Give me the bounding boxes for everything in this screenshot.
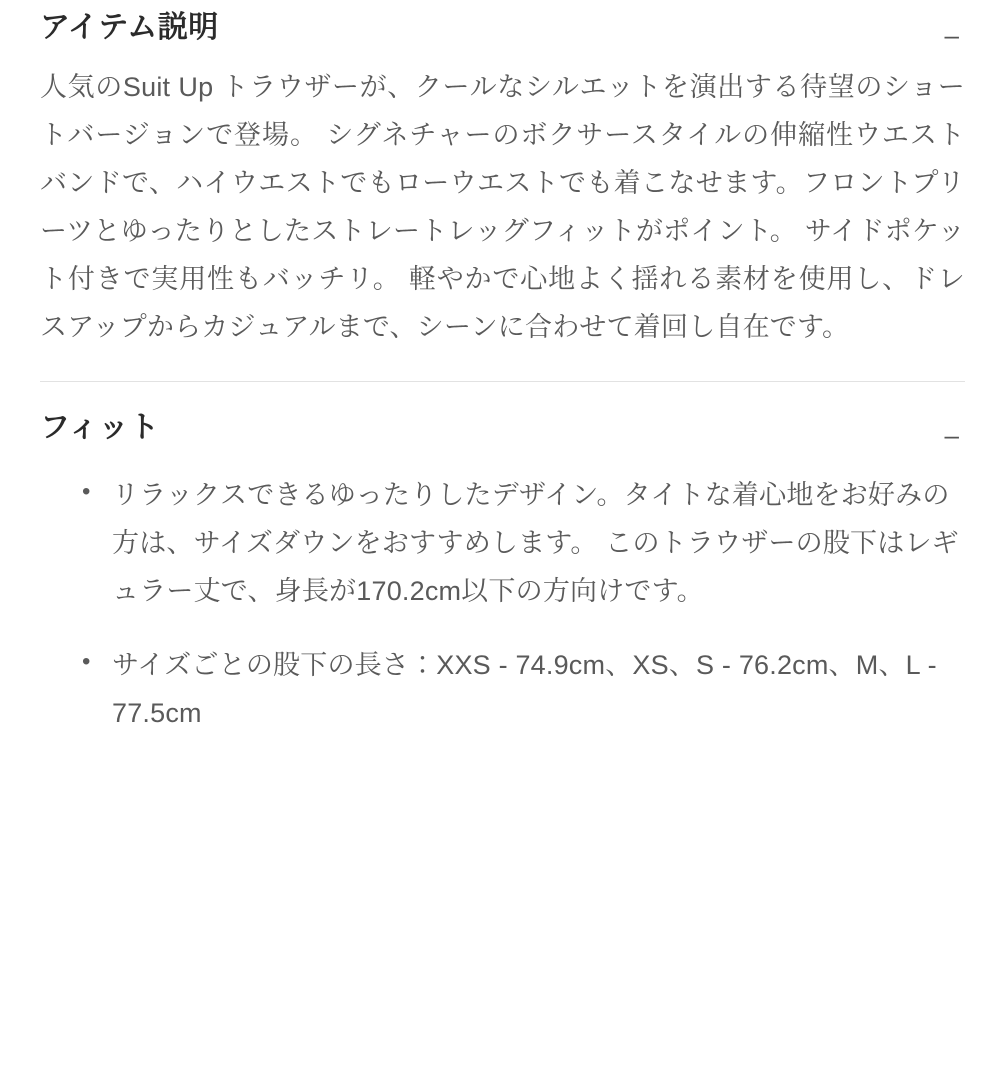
- section-divider: [40, 381, 965, 382]
- fit-bullet-text: サイズごとの股下の長さ：XXS - 74.9cm、XS、S - 76.2cm、M、L - 77.5cm: [112, 650, 937, 729]
- fit-title: フィット: [40, 411, 160, 445]
- item-description-text: 人気のSuit Up トラウザーが、クールなシルエットを演出する待望のショートバージョンで登場。 シグネチャーのボクサースタイルの伸縮性ウエストバンドで、ハイウエストでもローウエストでも着こなせます。フロントプリーツとゆったりとしたストレートレッグフィットがポイント。 サイドポケット付きで実用性もバッチリ。 軽やかで心地よく揺れる素材を使用し、ドレスアップからカジュアルまで、シーンに合わせて着回し自在です。: [40, 72, 965, 343]
- item-description-header[interactable]: [40, 0, 965, 49]
- item-description-collapse-toggle[interactable]: –: [939, 8, 965, 49]
- fit-bullet-text: リラックスできるゆったりしたデザイン。タイトな着心地をお好みの方は、サイズダウンをおすすめします。 このトラウザーの股下はレギュラー丈で、身長が170.2cm以下の方向けです。: [112, 480, 959, 607]
- fit-collapse-toggle[interactable]: –: [939, 408, 965, 449]
- fit-section: [40, 400, 965, 737]
- item-description-section: [40, 0, 965, 351]
- list-item: [82, 641, 965, 737]
- list-item: [82, 471, 965, 615]
- fit-header[interactable]: [40, 400, 965, 449]
- bullet-icon: •: [82, 648, 91, 676]
- item-description-title: アイテム説明: [40, 11, 219, 44]
- fit-bullet-list: [40, 471, 965, 737]
- bullet-icon: •: [82, 478, 91, 506]
